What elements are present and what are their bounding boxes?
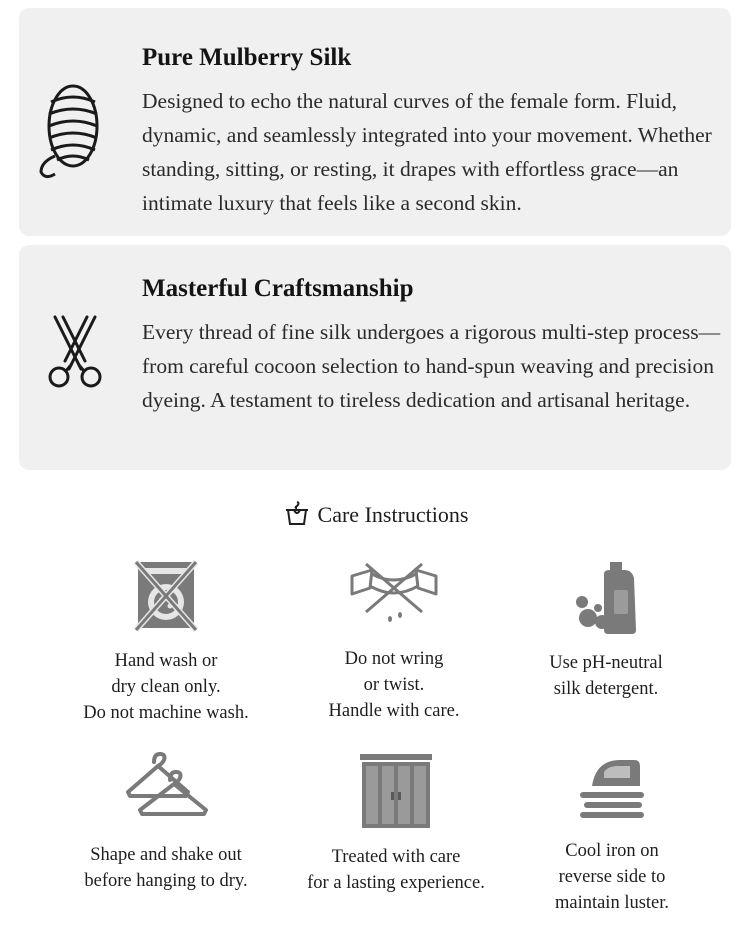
care-item: [496, 560, 716, 702]
feature-description: Every thread of fine silk undergoes a rigorous multi-step process—from careful cocoon selection to hand-spun weaving and precision dyeing. A testament to tireless dedication and artisanal heritage.: [142, 320, 721, 412]
care-item: [502, 752, 722, 916]
feature-description: Designed to echo the natural curves of the female form. Fluid, dynamic, and seamlessly integrated into your movement. Whether standing, sitting, or resting, it drapes with effortless grace—an intimate luxury that feels like a second skin.: [142, 89, 712, 215]
feature-card-silk: [19, 8, 731, 236]
feature-title: Pure Mulberry Silk: [142, 44, 352, 71]
care-text: Shape and shake out before hanging to dry.: [84, 845, 248, 891]
care-item: [284, 560, 504, 724]
feature-title: Masterful Craftsmanship: [142, 275, 414, 302]
care-text: Use pH-neutral silk detergent.: [549, 653, 663, 699]
care-instructions-heading: [0, 500, 752, 528]
care-item: [56, 752, 276, 894]
care-text: Cool iron on reverse side to maintain luster.: [554, 841, 670, 913]
feature-card-craftsmanship: [19, 245, 731, 470]
no-machine-wash-icon: [134, 560, 198, 632]
care-item: [286, 752, 506, 896]
silk-cocoon-icon: [37, 78, 101, 193]
care-text: Do not wring or twist. Handle with care.: [328, 649, 460, 721]
care-text: Hand wash or dry clean only. Do not machine wash.: [83, 651, 249, 723]
hanger-icon: [124, 752, 208, 830]
no-wring-icon: [348, 560, 440, 632]
iron-icon: [574, 752, 650, 828]
care-item: [56, 560, 276, 726]
scissors-icon: [45, 313, 105, 398]
care-title: Care Instructions: [317, 502, 469, 527]
wardrobe-icon: [358, 752, 434, 832]
washing-tub-icon: [284, 500, 310, 526]
care-text: Treated with care for a lasting experience.: [307, 847, 485, 893]
detergent-bottle-icon: [570, 560, 642, 636]
